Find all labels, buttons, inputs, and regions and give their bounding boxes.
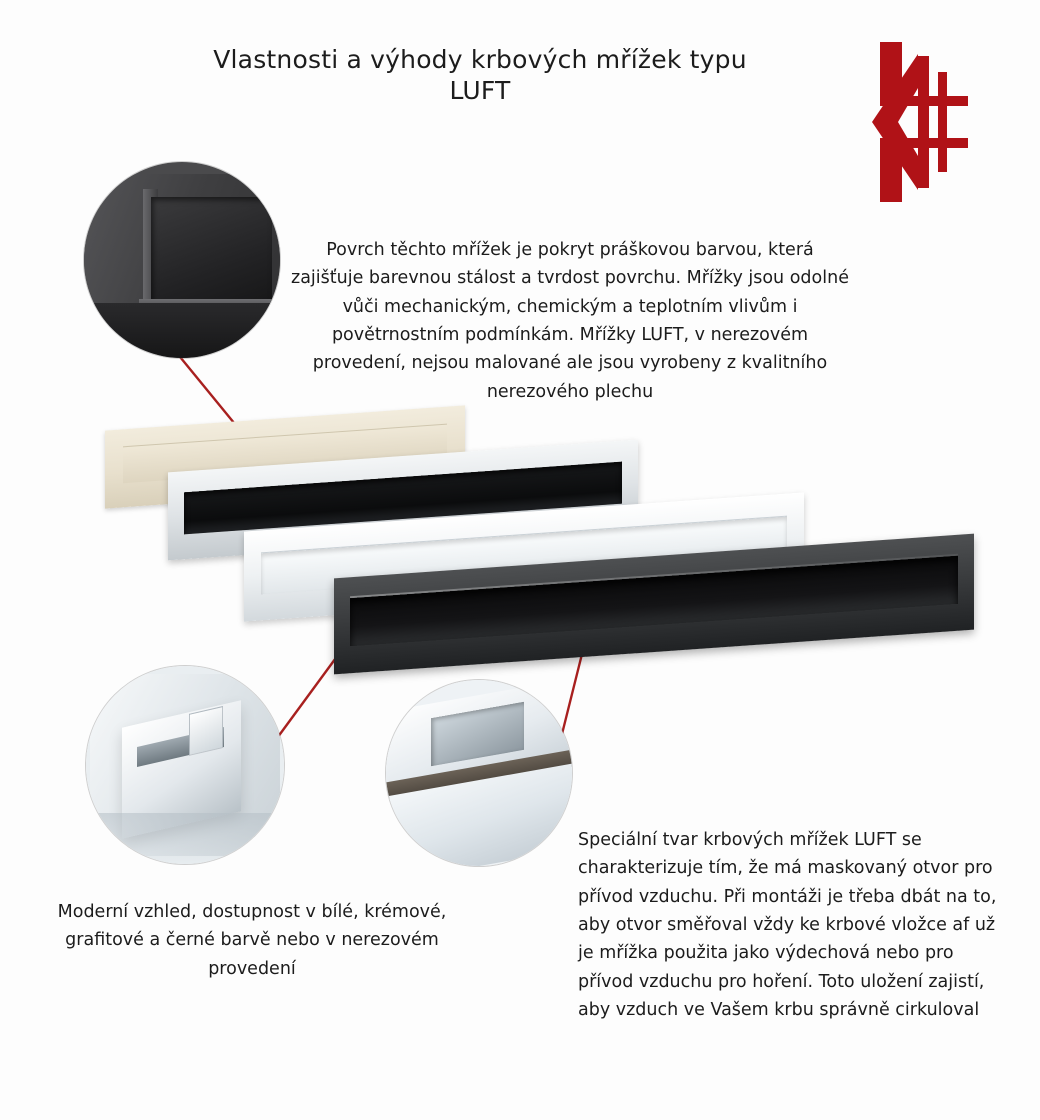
paragraph-surface-properties: Povrch těchto mřížek je pokryt práškovou barvou, která zajišťuje barevnou stálost a tvrdost povrchu. Mřížky jsou odolné vůči mechanickým, chemickým a teplotním vlivům i povětrnostním podmínkám. Mřížky LUFT, v nerezovém provedení, nejsou malované ale jsou vyrobeny z kvalitního nerezového plechu: [291, 240, 849, 402]
luft-logo: [806, 34, 976, 214]
page-title-line2: LUFT: [449, 76, 511, 106]
photo-white-grille-corner: [86, 666, 284, 864]
page-title-line1: Vlastnosti a výhody krbových mřížek typu: [213, 45, 747, 74]
photo-white-grille-air-slot: [386, 680, 572, 866]
paragraph-colours-availability: Moderní vzhled, dostupnost v bílé, krémové, grafitové a černé barvě nebo v nerezovém provedení: [57, 902, 447, 979]
photo-graphite-grille-corner: [84, 162, 280, 358]
page-title: [150, 44, 810, 107]
paragraph-shape-installation: Speciální tvar krbových mřížek LUFT se charakterizuje tím, že má maskovaný otvor pro přívod vzduchu. Při montáži je třeba dbát na to, aby otvor směřoval vždy ke krbové vložce af už je mřížka použita jako výdechová nebo pro přívod vzduchu pro hoření. Toto uložení zajistí, aby vzduch ve Vašem krbu správně cirkuloval: [578, 830, 997, 1021]
